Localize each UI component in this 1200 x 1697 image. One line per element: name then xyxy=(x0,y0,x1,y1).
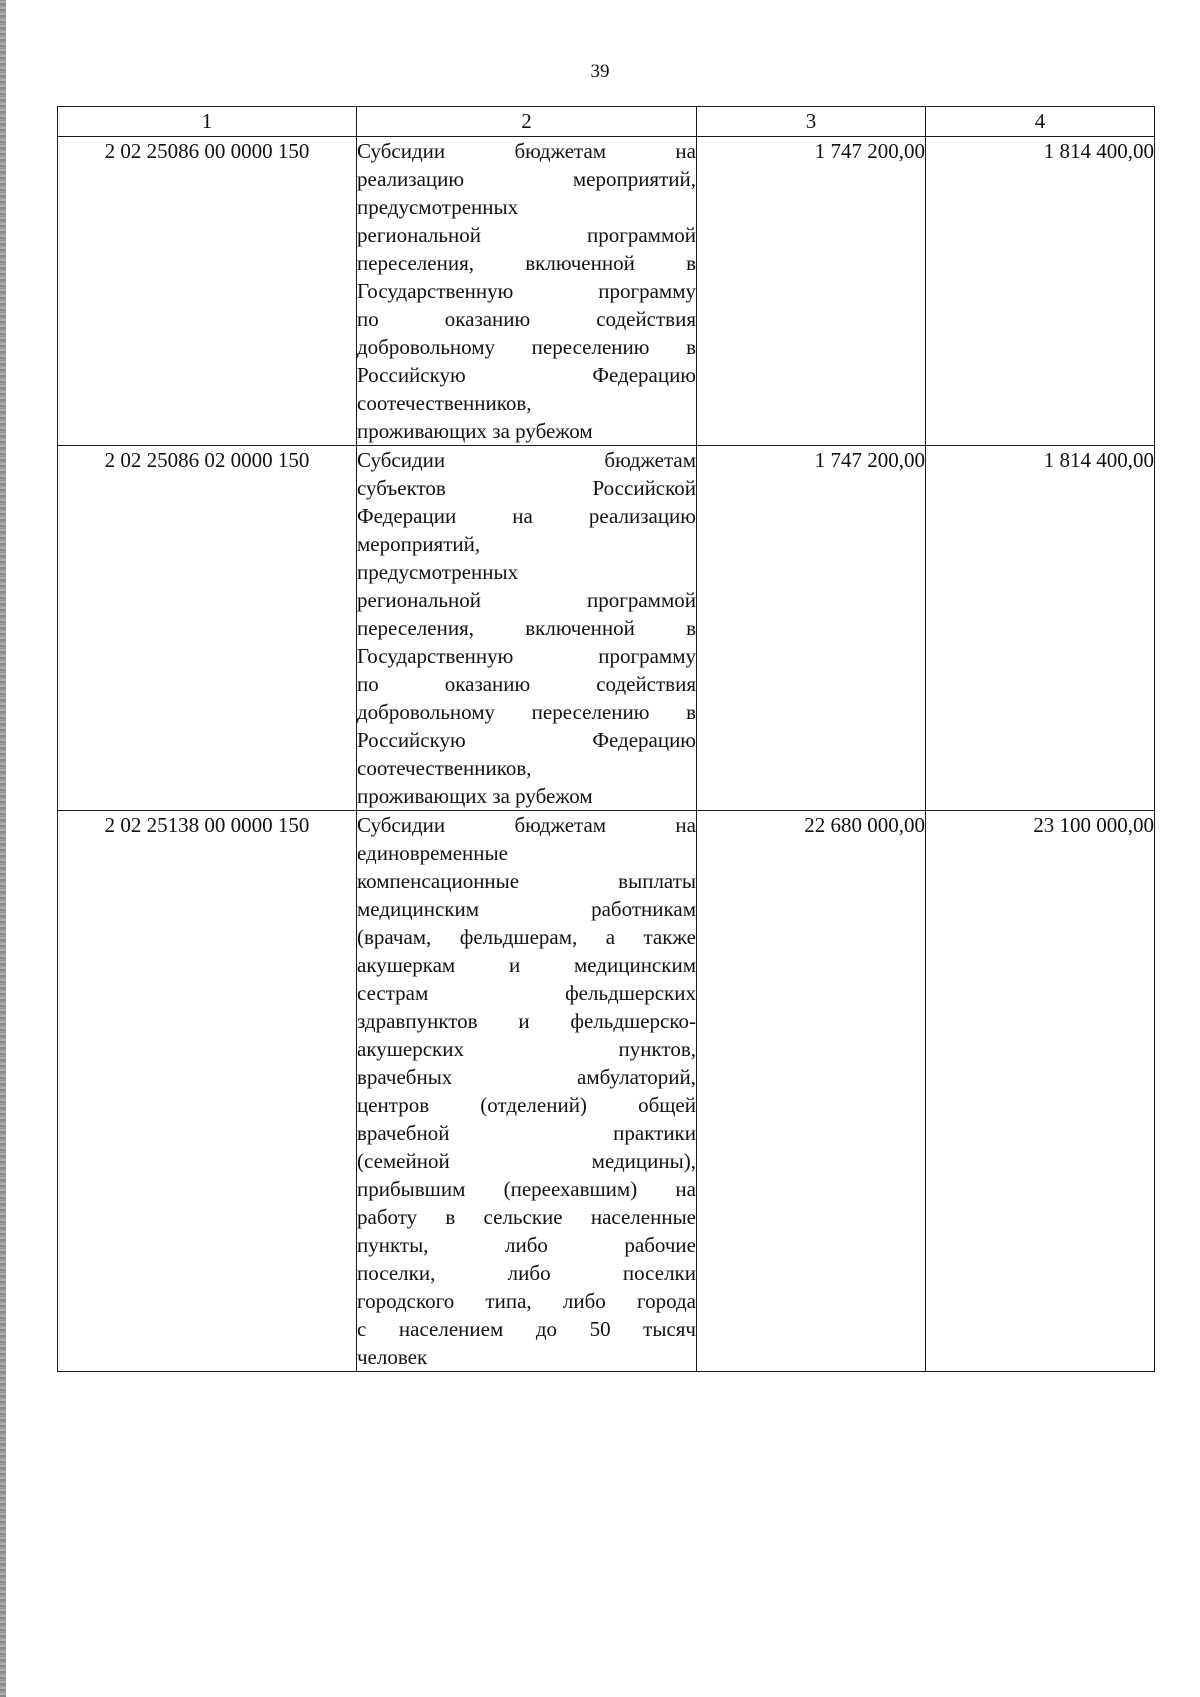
amount-col4: 1 814 400,00 xyxy=(926,137,1155,446)
table-header-row xyxy=(58,107,1155,137)
budget-description xyxy=(357,811,697,1372)
description-line: по оказанию содействия xyxy=(357,307,696,331)
description-line: Государственную программу xyxy=(357,279,696,303)
description-line: медицинским работникам xyxy=(357,897,696,921)
description-line: Субсидии бюджетам xyxy=(357,448,696,472)
description-line: Российскую Федерацию xyxy=(357,728,696,752)
description-line: мероприятий, xyxy=(357,532,481,556)
description-line: региональной программой xyxy=(357,588,696,612)
description-line: по оказанию содействия xyxy=(357,672,696,696)
description-line: предусмотренных xyxy=(357,195,519,219)
description-line: сестрам фельдшерских xyxy=(357,981,696,1005)
description-line: (семейной медицины), xyxy=(357,1149,696,1173)
table-row xyxy=(58,446,1155,811)
table-row xyxy=(58,137,1155,446)
description-line: акушеркам и медицинским xyxy=(357,953,696,977)
description-line: Субсидии бюджетам на xyxy=(357,139,696,163)
column-header-4: 4 xyxy=(926,107,1155,137)
description-line: Субсидии бюджетам на xyxy=(357,813,696,837)
description-line: добровольному переселению в xyxy=(357,700,696,724)
table-row xyxy=(58,811,1155,1372)
description-line: Российскую Федерацию xyxy=(357,363,696,387)
description-line: субъектов Российской xyxy=(357,476,696,500)
amount-col4: 1 814 400,00 xyxy=(926,446,1155,811)
description-line: переселения, включенной в xyxy=(357,251,696,275)
description-line: соотечественников, xyxy=(357,391,532,415)
description-line: компенсационные выплаты xyxy=(357,869,696,893)
description-line: человек xyxy=(357,1345,428,1369)
description-line: Федерации на реализацию xyxy=(357,504,696,528)
description-line: врачебных амбулаторий, xyxy=(357,1065,696,1089)
amount-col3: 1 747 200,00 xyxy=(697,446,926,811)
page-number: 39 xyxy=(590,61,610,82)
description-line: региональной программой xyxy=(357,223,696,247)
description-line: с населением до 50 тысяч xyxy=(357,1317,696,1341)
column-header-1: 1 xyxy=(58,107,357,137)
amount-col3: 1 747 200,00 xyxy=(697,137,926,446)
description-line: прибывшим (переехавшим) на xyxy=(357,1177,696,1201)
budget-code: 2 02 25086 02 0000 150 xyxy=(58,446,357,811)
description-line: единовременные xyxy=(357,841,508,865)
description-line: проживающих за рубежом xyxy=(357,419,593,443)
description-line: проживающих за рубежом xyxy=(357,784,593,808)
description-line: работу в сельские населенные xyxy=(357,1205,696,1229)
budget-description xyxy=(357,137,697,446)
description-line: пункты, либо рабочие xyxy=(357,1233,696,1257)
description-line: поселки, либо поселки xyxy=(357,1261,696,1285)
budget-table xyxy=(57,106,1155,1372)
description-line: врачебной практики xyxy=(357,1121,696,1145)
description-line: здравпунктов и фельдшерско- xyxy=(357,1009,696,1033)
description-line: городского типа, либо города xyxy=(357,1289,696,1313)
description-line: добровольному переселению в xyxy=(357,335,696,359)
budget-code: 2 02 25086 00 0000 150 xyxy=(58,137,357,446)
description-line: центров (отделений) общей xyxy=(357,1093,696,1117)
amount-col3: 22 680 000,00 xyxy=(697,811,926,1372)
budget-description xyxy=(357,446,697,811)
budget-code: 2 02 25138 00 0000 150 xyxy=(58,811,357,1372)
amount-col4: 23 100 000,00 xyxy=(926,811,1155,1372)
description-line: Государственную программу xyxy=(357,644,696,668)
description-line: акушерских пунктов, xyxy=(357,1037,696,1061)
description-line: предусмотренных xyxy=(357,560,519,584)
scan-edge xyxy=(0,0,6,1697)
column-header-2: 2 xyxy=(357,107,697,137)
column-header-3: 3 xyxy=(697,107,926,137)
description-line: соотечественников, xyxy=(357,756,532,780)
description-line: (врачам, фельдшерам, а также xyxy=(357,925,696,949)
description-line: переселения, включенной в xyxy=(357,616,696,640)
description-line: реализацию мероприятий, xyxy=(357,167,696,191)
